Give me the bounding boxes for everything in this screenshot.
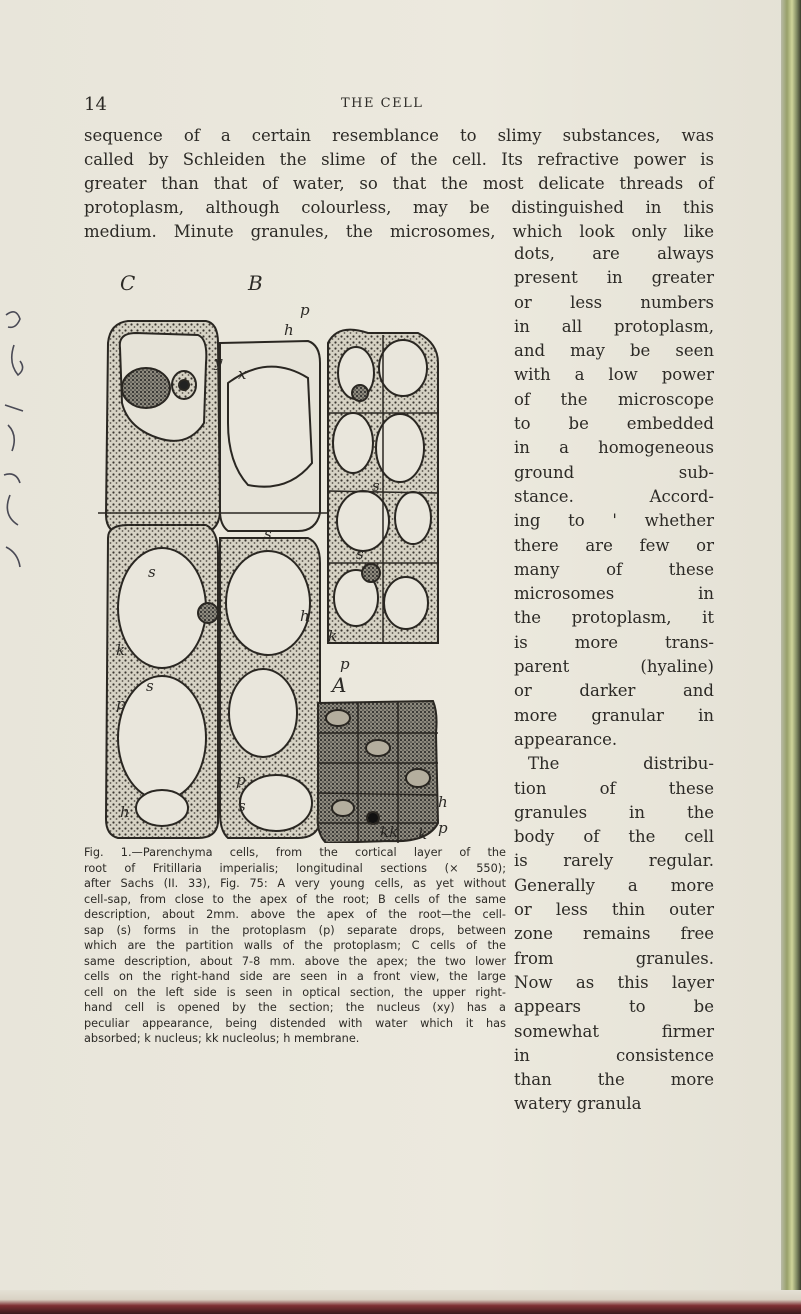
text-line: watery granula xyxy=(514,1094,642,1114)
text-line: protoplasm, although colourless, may be distinguished in this xyxy=(84,198,714,217)
caption-line: absorbed; k nucleus; kk nucleolus; h membrane. xyxy=(84,1032,360,1045)
figure-label-s: s xyxy=(148,563,156,581)
caption-line: after Sachs (II. 33), Fig. 75: A very young cells, as yet without xyxy=(84,877,506,890)
text-line: stance. Accord- xyxy=(514,486,714,506)
caption-line: same description, about 7-8 mm. above the apex; the two lower xyxy=(84,954,506,968)
figure-label-h: h xyxy=(438,793,448,811)
figure-label-s: s xyxy=(264,525,272,543)
text-line: zone remains free xyxy=(514,924,714,944)
text-line: to be embedded xyxy=(514,414,714,434)
text-line: appears to be xyxy=(514,997,714,1017)
text-line: granules in the xyxy=(514,802,714,822)
text-line: in all protoplasm, xyxy=(514,316,714,336)
text-line: Generally a more xyxy=(514,875,714,895)
margin-pencil-marks xyxy=(0,285,28,575)
text-line: is rarely regular. xyxy=(514,851,714,871)
cell-group-c xyxy=(98,321,328,838)
figure-caption xyxy=(84,845,506,1047)
text-line: is more trans- xyxy=(514,632,714,652)
text-line: present in greater xyxy=(514,268,714,288)
figure-label-s: s xyxy=(238,797,246,815)
text-line: in a homogeneous xyxy=(514,438,714,458)
caption-line: which are the partition walls of the protoplasm; C cells of the xyxy=(84,939,506,952)
page-header xyxy=(84,94,714,114)
figure-label-k: k xyxy=(418,825,428,843)
caption-line: cell on the left side is seen in optical section, the upper right- xyxy=(84,985,506,999)
figure-label-b: B xyxy=(248,271,263,295)
caption-line: root of Fritillaria imperialis; longitudinal sections (× 550); xyxy=(84,861,506,875)
text-line: The distribu- xyxy=(528,754,714,774)
figure-label-p: p xyxy=(340,655,350,673)
figure-label-x: x xyxy=(238,365,247,383)
figure-label-y: y xyxy=(214,353,223,371)
caption-line: description, about 2mm. above the apex of the root—the cell- xyxy=(84,908,506,921)
text-line: microsomes in xyxy=(514,584,714,604)
text-line: or darker and xyxy=(514,681,714,701)
text-line: ing to ' whether xyxy=(514,511,714,531)
text-line: the protoplasm, it xyxy=(514,608,714,628)
cell-group-b xyxy=(328,330,438,643)
text-line: tion of these xyxy=(514,778,714,798)
figure-parenchyma-cells xyxy=(88,263,508,843)
text-line: called by Schleiden the slime of the cell. Its refractive power is xyxy=(84,150,714,169)
cell-illustration xyxy=(88,263,508,843)
cell-group-a xyxy=(318,701,438,843)
figure-label-h: h xyxy=(284,321,294,339)
figure-label-k: k xyxy=(328,627,338,645)
text-line: or less numbers xyxy=(514,292,714,312)
body-paragraph-top xyxy=(84,124,714,244)
caption-line: sap (s) forms in the protoplasm (p) separate drops, between xyxy=(84,923,506,937)
text-line: appearance. xyxy=(514,729,618,749)
figure-label-p: p xyxy=(300,301,310,319)
text-line: from granules. xyxy=(514,948,714,968)
text-line: medium. Minute granules, the microsomes, which look only like xyxy=(84,222,714,241)
figure-label-s: s xyxy=(356,545,364,563)
figure-label-p: p xyxy=(438,819,448,837)
page-edge-shadow xyxy=(781,0,801,1290)
figure-label-s: s xyxy=(372,477,380,495)
text-line: and may be seen xyxy=(514,341,714,361)
text-line: ground sub- xyxy=(514,462,714,482)
text-line: with a low power xyxy=(514,365,714,385)
page-bottom-edge xyxy=(0,1290,801,1314)
text-line: in consistence xyxy=(514,1045,714,1065)
text-line: or less thin outer xyxy=(514,900,714,920)
figure-label-p: p xyxy=(116,695,126,713)
text-line: Now as this layer xyxy=(514,972,714,992)
figure-label-h: h xyxy=(120,803,130,821)
page-number: 14 xyxy=(84,94,107,115)
side-column-text xyxy=(514,242,714,1117)
figure-label-s: s xyxy=(146,677,154,695)
text-line: parent (hyaline) xyxy=(514,657,714,677)
figure-label-h: h xyxy=(300,607,310,625)
caption-line: hand cell is opened by the section; the nucleus (xy) has a xyxy=(84,1001,506,1014)
running-head: THE CELL xyxy=(341,96,424,111)
text-line: sequence of a certain resemblance to slimy substances, was xyxy=(84,126,714,145)
caption-line: cells on the right-hand side are seen in a front view, the large xyxy=(84,970,506,983)
caption-line: Fig. 1.—Parenchyma cells, from the cortical layer of the xyxy=(84,846,506,859)
text-line: somewhat firmer xyxy=(514,1021,714,1041)
figure-label-k: k xyxy=(116,641,126,659)
text-line: there are few or xyxy=(514,535,714,555)
text-line: of the microscope xyxy=(514,389,714,409)
text-line: body of the cell xyxy=(514,827,714,847)
figure-label-a: A xyxy=(332,673,347,697)
text-line: many of these xyxy=(514,559,714,579)
text-line: dots, are always xyxy=(514,244,714,263)
text-line: greater than that of water, so that the most delicate threads of xyxy=(84,174,714,193)
figure-label-kk: kk xyxy=(380,823,399,841)
figure-label-c: C xyxy=(120,271,136,295)
caption-line: peculiar appearance, being distended with water which it has xyxy=(84,1016,506,1030)
text-line: than the more xyxy=(514,1070,714,1090)
figure-label-p: p xyxy=(236,771,246,789)
caption-line: cell-sap, from close to the apex of the root; B cells of the same xyxy=(84,892,506,906)
text-line: more granular in xyxy=(514,705,714,725)
